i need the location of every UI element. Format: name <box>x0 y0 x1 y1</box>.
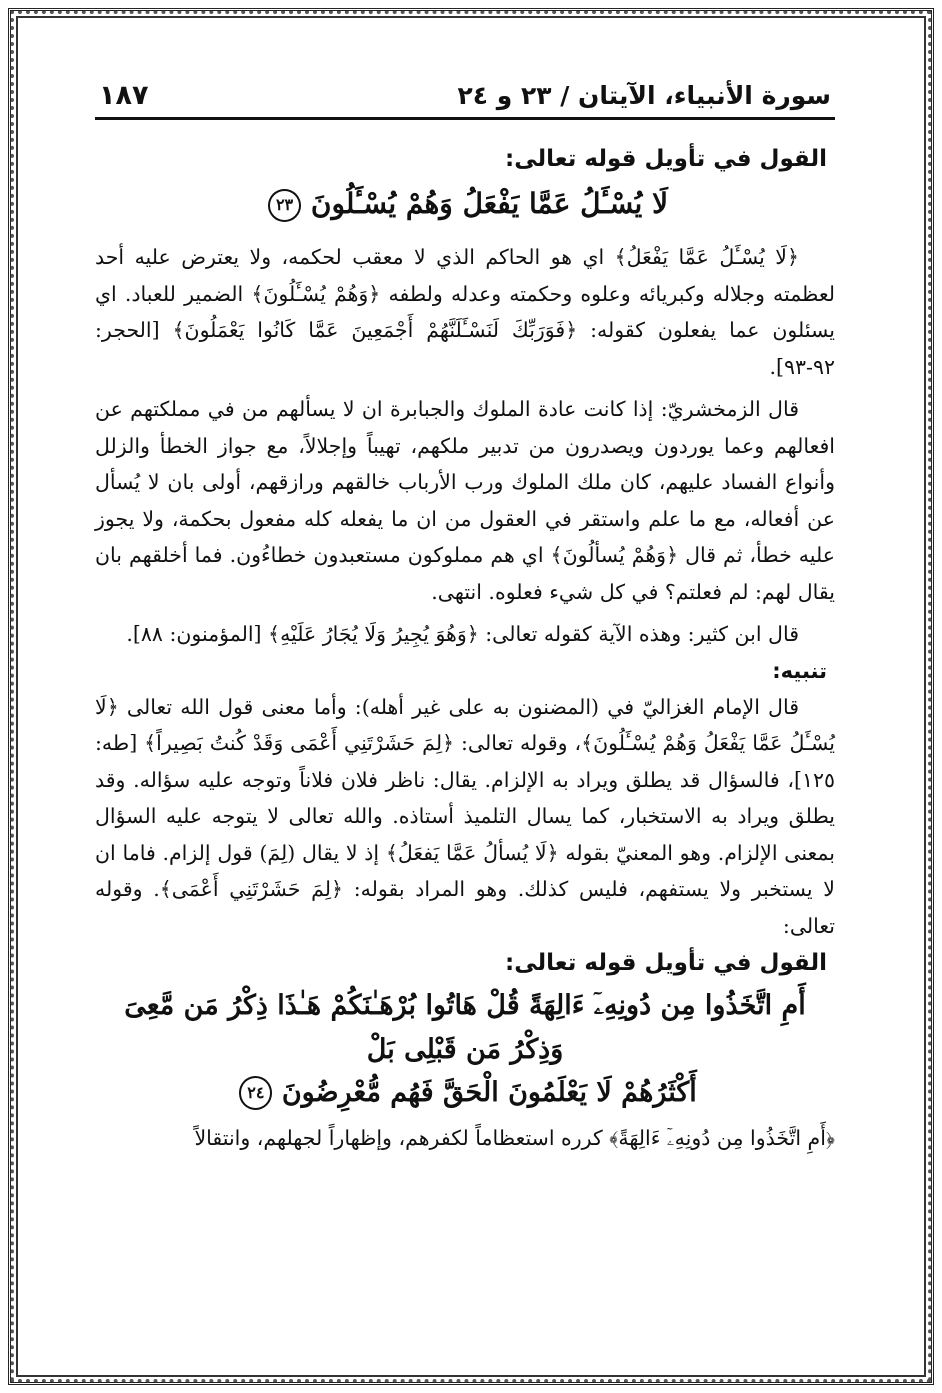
commentary-paragraph: قال الإمام الغزاليّ في (المضنون به على غير أهله): وأما معنى قول الله تعالى ﴿لَا يُسْـَٔلُ عَمَّا يَفْعَلُ وَهُمْ يُسْـَٔلُونَ﴾، وقوله تعالى: ﴿لِمَ حَشَرْتَنِي أَعْمَى وَقَدْ كُنتُ بَصِيراً﴾ [طه: ١٢٥]، فالسؤال قد يطلق ويراد به الإلزام. يقال: ناظر فلان فلاناً وتوجه عليه سؤاله. وقد يطلق ويراد به الاستخبار، كما يسال التلميذ أستاذه. والله تعالى لا يتوجه عليه السؤال بمعنى الإلزام. وهو المعنيّ بقوله ﴿لَا يُسألُ عَمَّا يَفعَلُ﴾ إذ لا يقال (لِمَ) قول إلزام. فاما ان لا يستخبر ولا يستفهم، فليس كذلك. وهو المراد بقوله: ﴿لِمَ حَشَرْتَنِي أَعْمَى﴾. وقوله تعالى: <box>95 694 835 938</box>
commentary-paragraph: ﴿أَمِ اتَّخَذُوا مِن دُونِهِۦٓ ءَالِهَةً﴾ كرره استعظاماً لكفرهم، وإظهاراً لجهلهم، وانتقالاً <box>194 1125 835 1150</box>
page-number: ١٨٧ <box>99 80 149 111</box>
quran-verse-text: أَمِ اتَّخَذُوا مِن دُونِهِۦٓ ءَالِهَةً قُلْ هَاتُوا بُرْهَـٰنَكُمْ هَـٰذَا ذِكْرُ مَن مَّعِىَ وَذِكْرُ مَن قَبْلِى بَلْ <box>124 990 806 1065</box>
verse-number-marker: ٢٣ <box>268 189 301 222</box>
verse-number-marker: ٢٤ <box>239 1076 272 1110</box>
section-heading: القول في تأويل قوله تعالى: <box>505 146 827 172</box>
quran-verse-block <box>95 182 835 225</box>
quran-verse-text: أَكْثَرُهُمْ لَا يَعْلَمُونَ الْحَقَّ فَهُم مُّعْرِضُونَ <box>281 1076 697 1108</box>
running-header-title: سورة الأنبياء، الآيتان / ٢٣ و ٢٤ <box>457 81 831 110</box>
note-heading: تنبيه: <box>772 658 827 683</box>
quran-verse-block <box>95 984 835 1114</box>
running-header <box>95 80 835 120</box>
quran-verse-text: لَا يُسْـَٔلُ عَمَّا يَفْعَلُ وَهُمْ يُسْـَٔلُونَ <box>310 187 669 220</box>
quran-verse-text-line2 <box>95 1071 835 1114</box>
section-heading: القول في تأويل قوله تعالى: <box>505 950 827 977</box>
commentary-paragraph: قال الزمخشريّ: إذا كانت عادة الملوك والجبابرة ان لا يسألهم من في مملكتهم عن افعالهم وعما يوردون ويصدرون من تدبير ملكهم، تهيباً وإجلالاً، مع جواز الخطأ والزلل وأنواع الفساد عليهم، كان ملك الملوك ورب الأرباب خالقهم ورازقهم، أولى بان لا يُسأل عن أفعاله، مع ما علم واستقر في العقول من ان ما يفعله كله مفعول بحكمة، ولا يجوز عليه خطأ، ثم قال ﴿وَهُمْ يُسألُونَ﴾ اي هم مملوكون مستعبدون خطاءُون. فما أخلقهم بان يقال لهم: لم فعلتم؟ في كل شيء فعلوه. انتهى. <box>95 397 835 604</box>
commentary-paragraph: ﴿لَا يُسْـَٔلُ عَمَّا يَفْعَلُ﴾ اي هو الحاكم الذي لا معقب لحكمه، ولا يعترض عليه أحد لعظمته وجلاله وكبريائه وعلوه وحكمته وعدله ولطفه ﴿وَهُمْ يُسْـَٔلُونَ﴾ الضمير للعباد. اي يسئلون عما يفعلون كقوله: ﴿فَوَرَبِّكَ لَنَسْـَٔلَنَّهُمْ أَجْمَعِينَ عَمَّا كَانُوا يَعْمَلُونَ﴾ [الحجر: ٩٢-٩٣]. <box>95 245 835 379</box>
page-content <box>95 80 835 1350</box>
commentary-paragraph: قال ابن كثير: وهذه الآية كقوله تعالى: ﴿وَهُوَ يُجِيرُ وَلَا يُجَارُ عَلَيْهِ﴾ [المؤمنون: ٨٨]. <box>126 622 799 647</box>
